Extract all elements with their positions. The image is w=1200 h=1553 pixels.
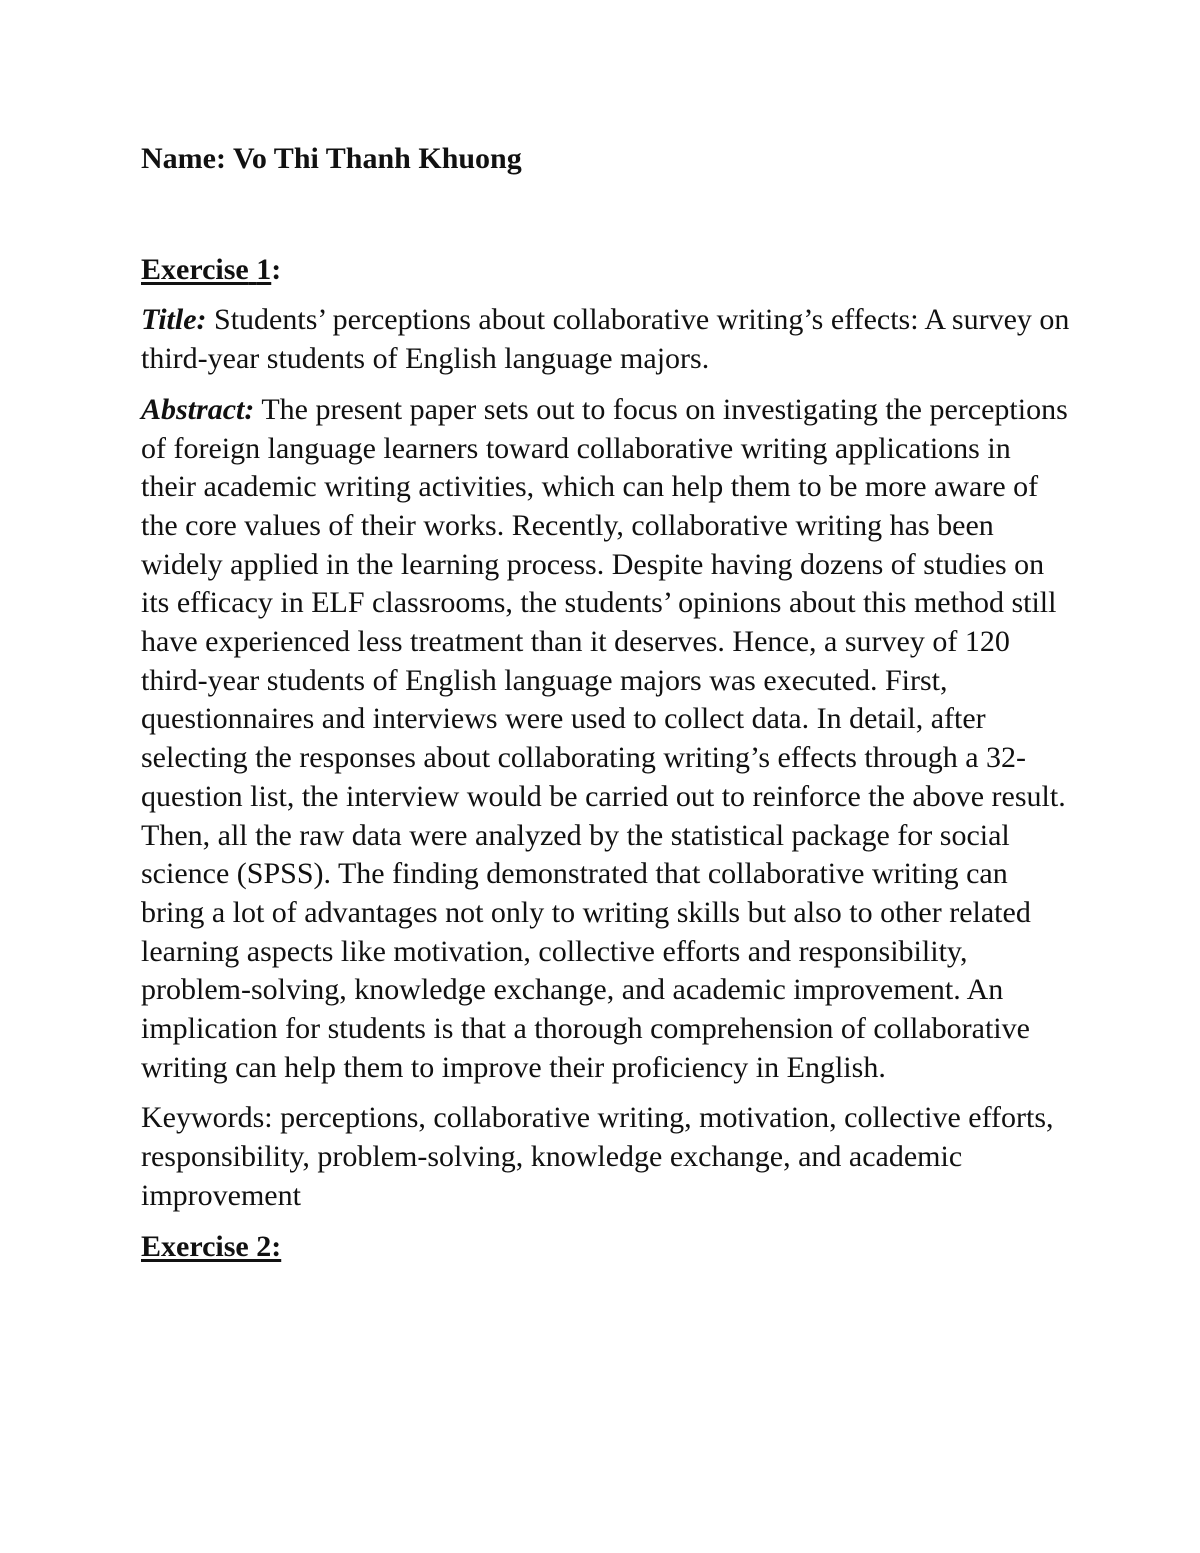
- author-name-line: [141, 140, 1071, 179]
- exercise-1-word: Exercise: [141, 252, 249, 286]
- abstract-label: Abstract:: [141, 392, 255, 426]
- author-name: Vo Thi Thanh Khuong: [232, 142, 522, 175]
- title-label: Title:: [141, 303, 207, 337]
- name-label: Name:: [141, 142, 226, 175]
- abstract-text: The present paper sets out to focus on investigating the perceptions of foreign language learners toward collaborative writing applications in their academic writing activities, which can help them to be more aware of the core values of their works. Recently, collaborative writing has been widely applied in the learning process. Despite having dozens of studies on its efficacy in ELF classrooms, the students’ opinions about this method still have experienced less treatment than it deserves. Hence, a survey of 120 third-year students of English language majors was executed. First, questionnaires and interviews were used to collect data. In detail, after selecting the responses about collaborating writing’s effects through a 32-question list, the interview would be carried out to reinforce the above result. Then, all the raw data were analyzed by the statistical package for social science (SPSS). The finding demonstrated that collaborative writing can bring a lot of advantages not only to writing skills but also to other related learning aspects like motivation, collective efforts and responsibility, problem-solving, knowledge exchange, and academic improvement. An implication for students is that a thorough comprehension of collaborative writing can help them to improve their proficiency in English.: [141, 392, 1068, 1084]
- keywords-paragraph: [141, 1099, 1071, 1215]
- abstract-paragraph: [141, 391, 1071, 1088]
- exercise-1-colon: :: [271, 252, 282, 286]
- keywords-text: Keywords: perceptions, collaborative writing, motivation, collective efforts, responsibility, problem-solving, knowledge exchange, and academic improvement: [141, 1101, 1054, 1212]
- exercise-2-heading: [141, 1228, 1071, 1267]
- title-text: Students’ perceptions about collaborative writing’s effects: A survey on third-year students of English language majors.: [141, 303, 1070, 376]
- title-paragraph: [141, 301, 1071, 378]
- document-page: [141, 140, 1071, 1266]
- exercise-2-title: Exercise 2:: [141, 1229, 282, 1263]
- exercise-1-heading: [141, 251, 1071, 290]
- exercise-1-number: 1: [256, 252, 272, 286]
